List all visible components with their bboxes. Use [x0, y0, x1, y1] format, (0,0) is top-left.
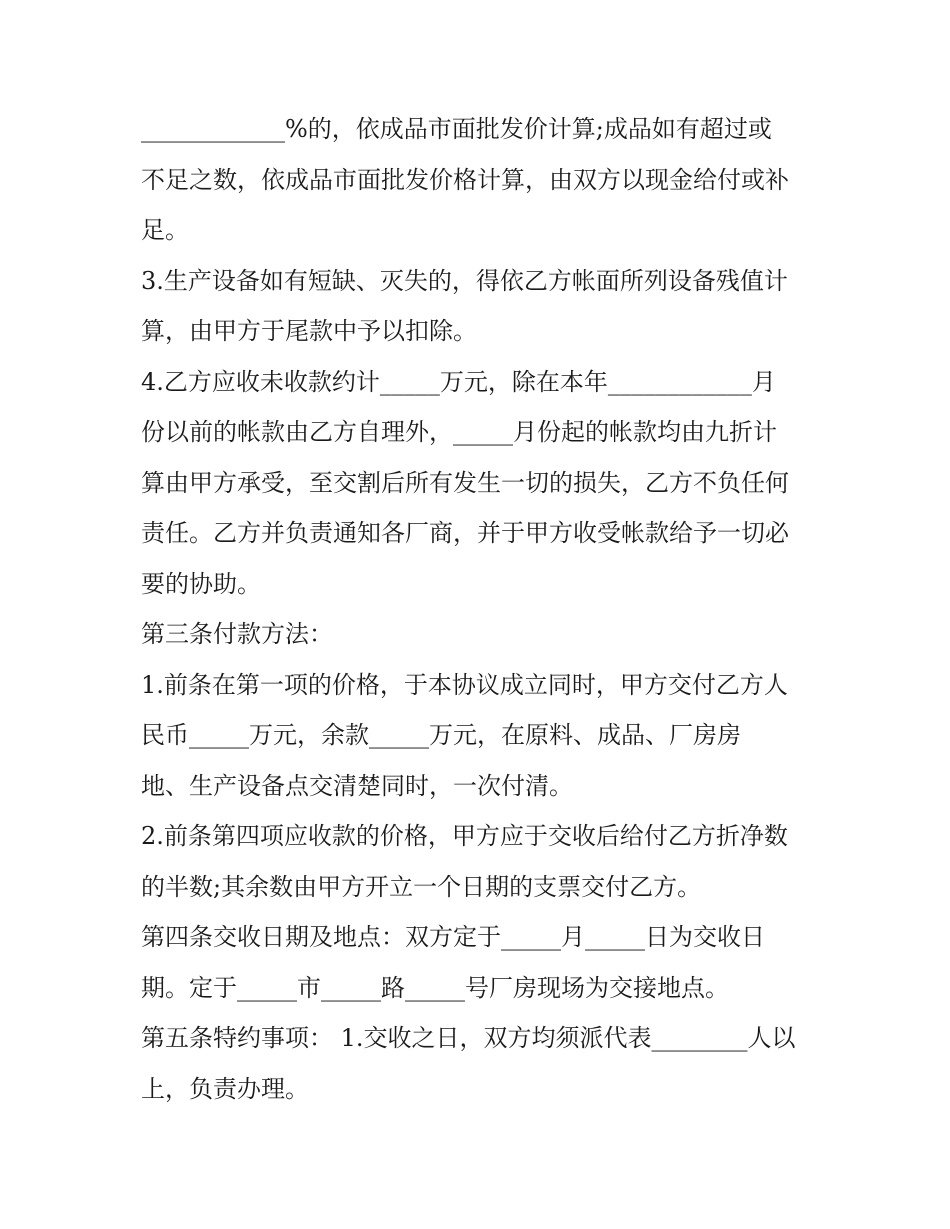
- text-line: 要的协助。: [141, 569, 261, 598]
- text-line: 的半数;其余数由甲方开立一个日期的支票交付乙方。: [141, 872, 702, 901]
- text-line: 上，负责办理。: [141, 1074, 309, 1103]
- text-line: 算，由甲方于尾款中予以扣除。: [141, 317, 477, 345]
- text-line: ____________%的，依成品市面批发价计算;成品如有超过或: [141, 115, 772, 143]
- text-line: 3.生产设备如有短缺、灭失的，得依乙方帐面所列设备残值计: [141, 266, 788, 295]
- text-line: 4.乙方应收未收款约计_____万元，除在本年____________月: [141, 367, 776, 396]
- section-heading: 第四条交收日期及地点：双方定于_____月_____日为交收日: [141, 923, 765, 951]
- section-heading: 第三条付款方法：: [141, 620, 333, 648]
- text-line: 地、生产设备点交清楚同时，一次付清。: [141, 771, 573, 800]
- section-heading: 第五条特约事项： 1.交收之日，双方均须派代表________人以: [141, 1024, 796, 1052]
- document-page: [141, 104, 821, 1114]
- text-line: 期。定于_____市_____路_____号厂房现场为交接地点。: [141, 973, 729, 1002]
- text-line: 民币_____万元，余款_____万元，在原料、成品、厂房房: [141, 721, 741, 749]
- text-line: 2.前条第四项应收款的价格，甲方应于交收后给付乙方折净数: [141, 822, 788, 850]
- text-line: 责任。乙方并负责通知各厂商，并于甲方收受帐款给予一切必: [141, 519, 789, 547]
- text-line: 算由甲方承受，至交割后所有发生一切的损失，乙方不负任何: [141, 468, 789, 497]
- text-line: 份以前的帐款由乙方自理外，_____月份起的帐款均由九折计: [141, 418, 777, 446]
- text-line: 足。: [141, 216, 189, 244]
- text-line: 不足之数，依成品市面批发价格计算，由双方以现金给付或补: [141, 165, 789, 194]
- text-line: 1.前条在第一项的价格，于本协议成立同时，甲方交付乙方人: [141, 670, 788, 699]
